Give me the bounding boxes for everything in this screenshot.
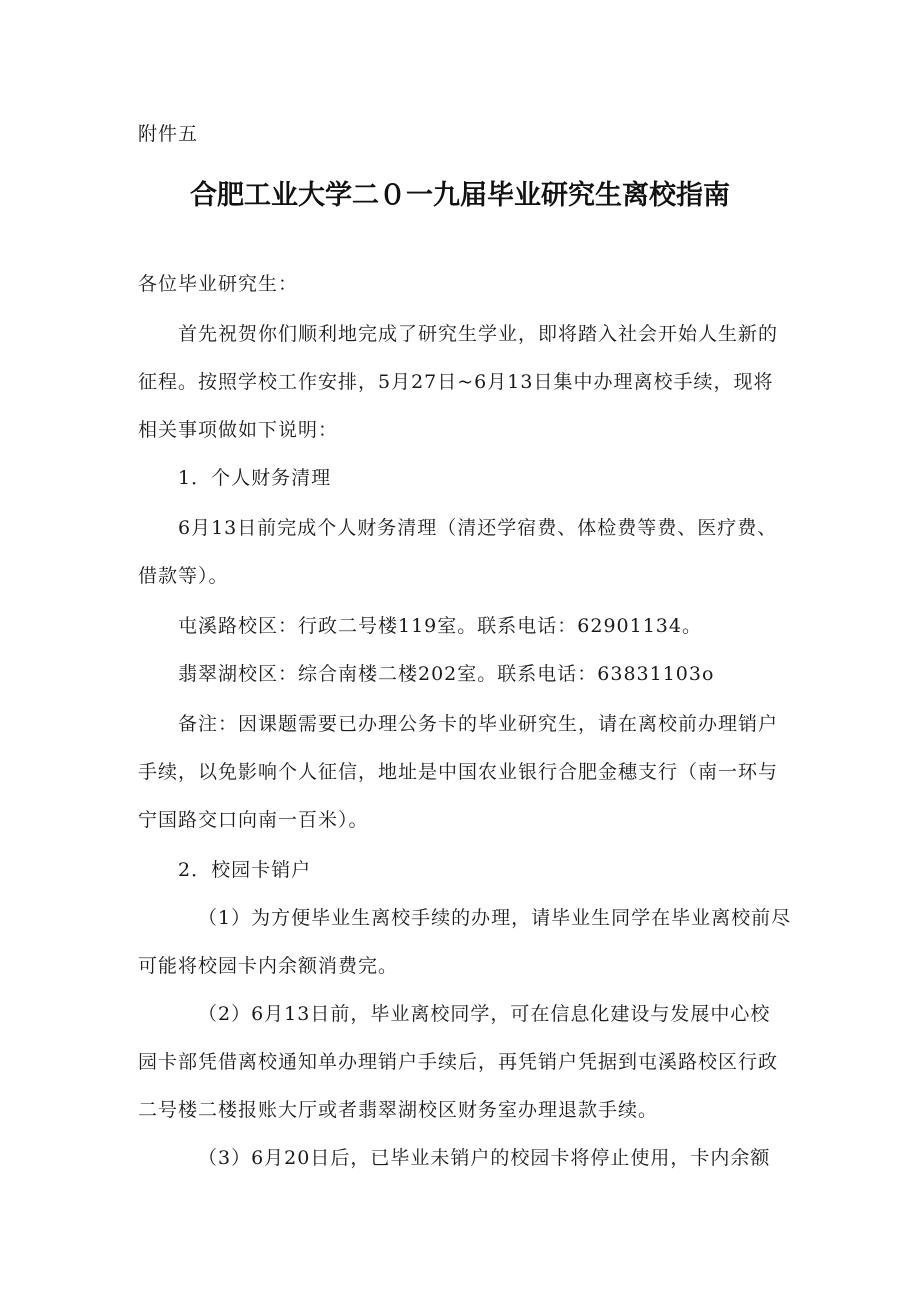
page-title: 合肥工业大学二０一九届毕业研究生离校指南 <box>190 180 730 211</box>
item1-line-1: （1）为方便毕业生离校手续的办理，请毕业生同学在毕业离校前尽 <box>198 907 792 929</box>
greeting: 各位毕业研究生： <box>138 273 299 295</box>
note-line-3: 宁国路交口向南一百米）。 <box>138 809 369 831</box>
section1-heading: 1．个人财务清理 <box>178 467 332 489</box>
campus-tunxi-info: 屯溪路校区：行政二号楼119室。联系电话：62901134。 <box>178 615 702 637</box>
intro-line-2: 征程。按照学校工作安排，5月27日~6月13日集中办理离校手续，现将 <box>138 371 774 393</box>
intro-line-1: 首先祝贺你们顺利地完成了研究生学业，即将踏入社会开始人生新的 <box>178 323 779 345</box>
item3-line-1: （3）6月20日后，已毕业未销户的校园卡将停止使用，卡内余额 <box>198 1147 771 1169</box>
intro-line-3: 相关事项做如下说明： <box>138 419 339 441</box>
item1-line-2: 可能将校园卡内余额消费完。 <box>138 955 399 977</box>
attachment-label: 附件五 <box>138 123 199 145</box>
section1-paragraph-line-2: 借款等）。 <box>138 565 229 587</box>
campus-feicui-info: 翡翠湖校区：综合南楼二楼202室。联系电话：63831103o <box>178 663 715 685</box>
item2-line-2: 园卡部凭借离校通知单办理销户手续后，再凭销户凭据到屯溪路校区行政 <box>138 1051 779 1073</box>
item2-line-3: 二号楼二楼报账大厅或者翡翠湖校区财务室办理退款手续。 <box>138 1099 659 1121</box>
item2-line-1: （2）6月13日前，毕业离校同学，可在信息化建设与发展中心校 <box>198 1003 771 1025</box>
section2-heading: 2．校园卡销户 <box>178 859 312 881</box>
section1-paragraph-line-1: 6月13日前完成个人财务清理（清还学宿费、体检费等费、医疗费、 <box>178 517 778 539</box>
note-line-1: 备注：因课题需要已办理公务卡的毕业研究生，请在离校前办理销户 <box>178 713 779 735</box>
note-line-2: 手续，以免影响个人征信，地址是中国农业银行合肥金穗支行（南一环与 <box>138 761 779 783</box>
